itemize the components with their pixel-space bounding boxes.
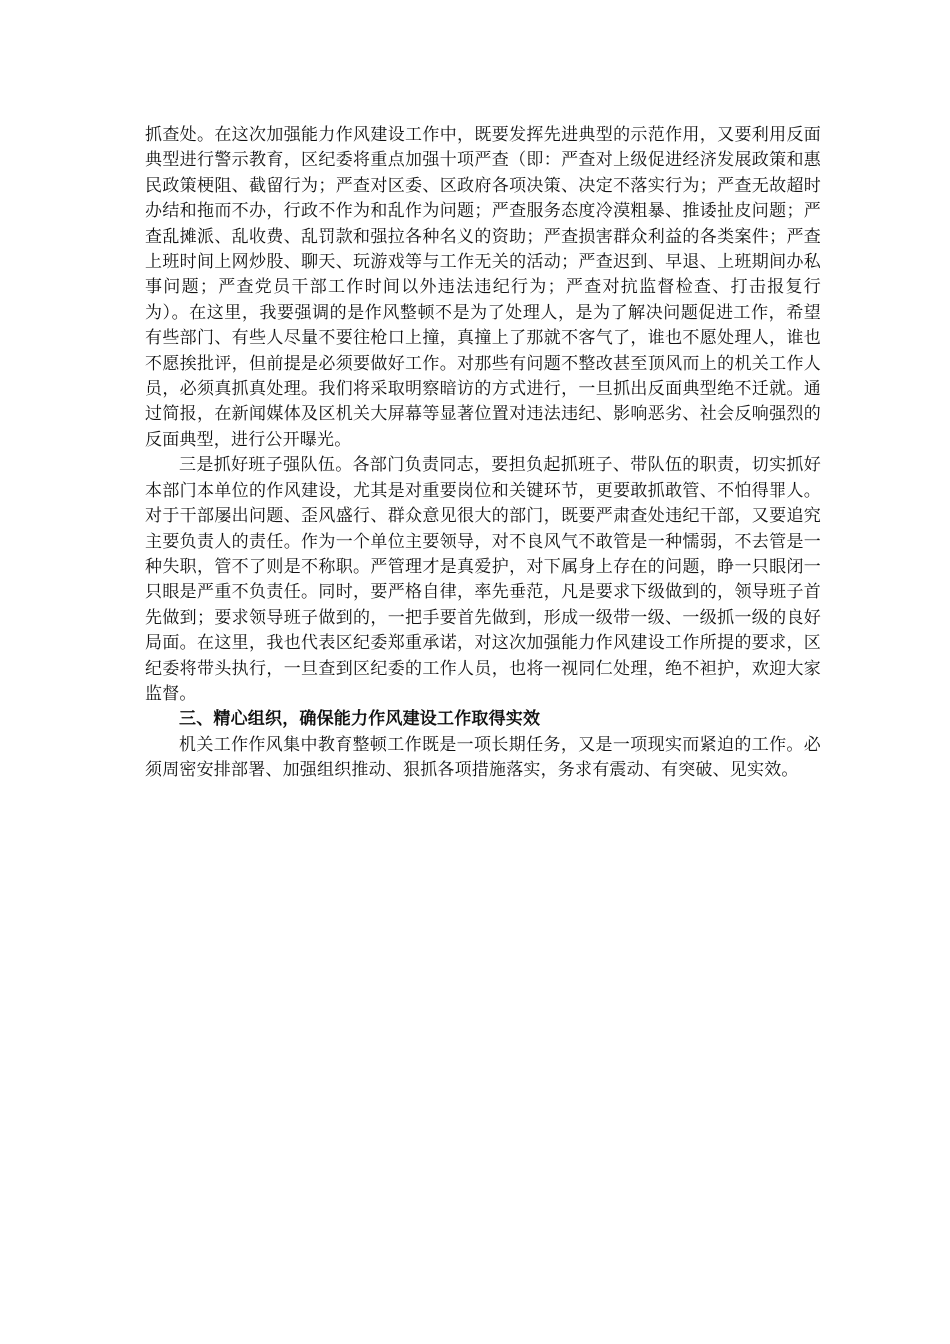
paragraph-continuation: 抓查处。在这次加强能力作风建设工作中，既要发挥先进典型的示范作用，又要利用反面典型进行警示教育，区纪委将重点加强十项严查（即：严查对上级促进经济发展政策和惠民政策梗阻、截留行为；严查对区委、区政府各项决策、决定不落实行为；严查无故超时办结和拖而不办，行政不作为和乱作为问题；严查服务态度冷漠粗暴、推诿扯皮问题；严查乱摊派、乱收费、乱罚款和强拉各种名义的资助；严查损害群众利益的各类案件；严查上班时间上网炒股、聊天、玩游戏等与工作无关的活动；严查迟到、早退、上班期间办私事问题；严查党员干部工作时间以外违法违纪行为；严查对抗监督检查、打击报复行为）。在这里，我要强调的是作风整顿不是为了处理人，是为了解决问题促进工作，希望有些部门、有些人尽量不要往枪口上撞，真撞上了那就不客气了，谁也不愿处理人，谁也不愿挨批评，但前提是必须要做好工作。对那些有问题不整改甚至顶风而上的机关工作人员，必须真抓真处理。我们将采取明察暗访的方式进行，一旦抓出反面典型绝不迁就。通过简报，在新闻媒体及区机关大屏幕等显著位置对违法违纪、影响恶劣、社会反响强烈的反面典型，进行公开曝光。 (145, 125, 821, 450)
paragraph-organization: 机关工作作风集中教育整顿工作既是一项长期任务，又是一项现实而紧迫的工作。必须周密安排部署、加强组织推动、狠抓各项措施落实，务求有震动、有突破、见实效。 (145, 734, 821, 781)
paragraph-team-building: 三是抓好班子强队伍。各部门负责同志，要担负起抓班子、带队伍的职责，切实抓好本部门本单位的作风建设，尤其是对重要岗位和关键环节，更要敢抓敢管、不怕得罪人。对于干部屡出问题、歪风盛行、群众意见很大的部门，既要严肃查处违纪干部，又要追究主要负责人的责任。作为一个单位主要领导，对不良风气不敢管是一种懦弱，不去管是一种失职，管不了则是不称职。严管理才是真爱护，对下属身上存在的问题，睁一只眼闭一只眼是严重不负责任。同时，要严格自律，率先垂范，凡是要求下级做到的，领导班子首先做到；要求领导班子做到的，一把手要首先做到，形成一级带一级、一级抓一级的良好局面。在这里，我也代表区纪委郑重承诺，对这次加强能力作风建设工作所提的要求，区纪委将带头执行，一旦查到区纪委的工作人员，也将一视同仁处理，绝不袒护，欢迎大家监督。 (145, 455, 821, 704)
section-heading: 三、精心组织，确保能力作风建设工作取得实效 (179, 709, 541, 730)
document-body (145, 123, 821, 784)
